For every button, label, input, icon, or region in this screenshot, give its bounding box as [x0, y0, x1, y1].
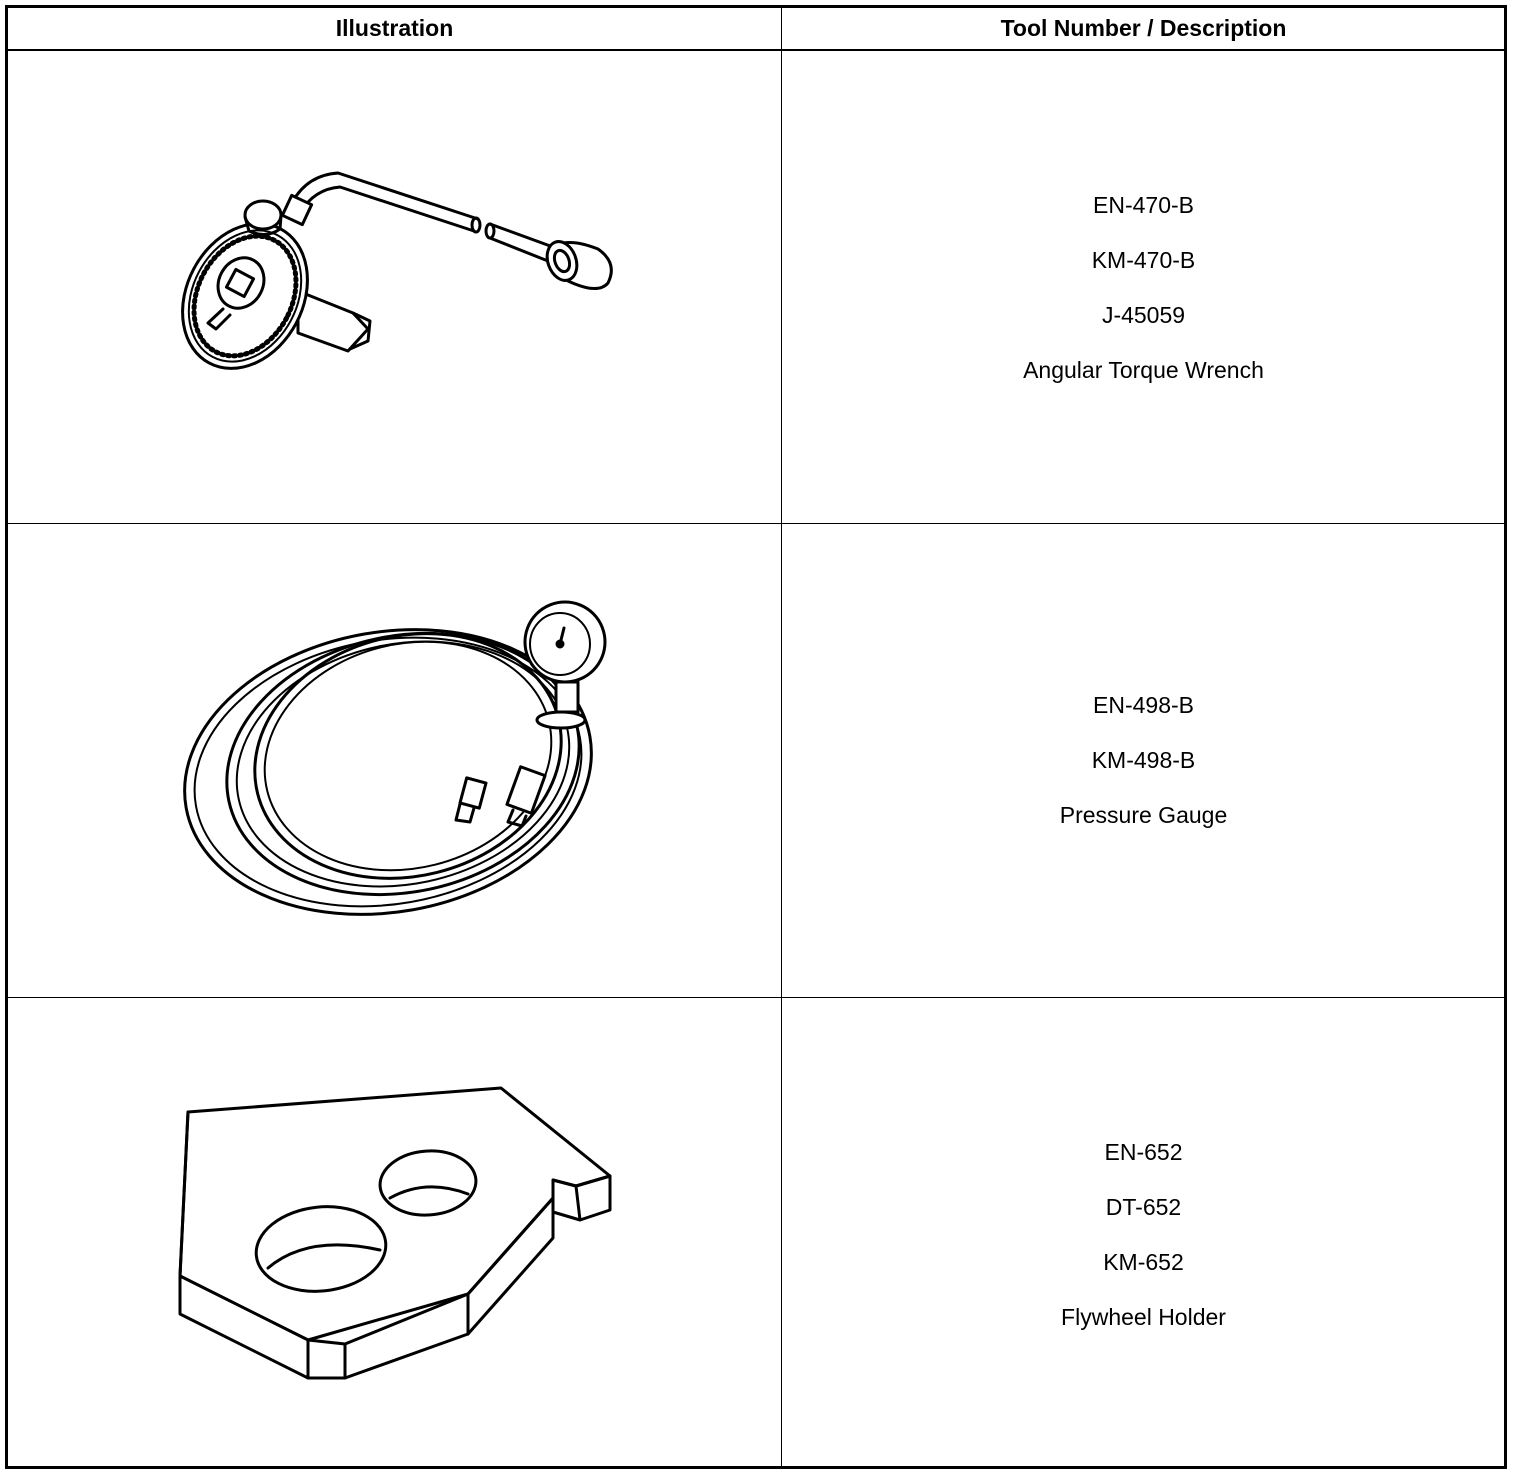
tool-number: KM-470-B — [1091, 246, 1196, 273]
description-cell — [783, 51, 1504, 524]
pressure-gauge-icon — [8, 524, 781, 996]
tool-table — [5, 5, 1507, 1469]
description-cell — [783, 524, 1504, 997]
table-header — [8, 8, 1504, 51]
tool-description: Flywheel Holder — [1061, 1303, 1226, 1330]
header-tool-number-description: Tool Number / Description — [1000, 15, 1287, 41]
table-row — [8, 524, 1504, 997]
tool-description: Angular Torque Wrench — [1023, 356, 1264, 383]
tool-number: KM-498-B — [1091, 747, 1196, 773]
table-row — [8, 51, 1504, 524]
tool-number: EN-498-B — [1093, 692, 1194, 718]
tool-number: EN-470-B — [1093, 191, 1194, 218]
flywheel-holder-icon — [8, 998, 781, 1469]
table-row — [8, 998, 1504, 1471]
tool-number: DT-652 — [1105, 1193, 1182, 1220]
illustration-cell — [8, 998, 781, 1471]
header-illustration: Illustration — [335, 15, 454, 41]
tool-number: J-45059 — [1101, 301, 1186, 328]
illustration-cell — [8, 524, 781, 997]
tool-number: EN-652 — [1104, 1138, 1183, 1165]
angular-torque-wrench-icon — [8, 51, 781, 523]
description-cell — [783, 998, 1504, 1471]
illustration-cell — [8, 51, 781, 524]
tool-number: KM-652 — [1103, 1248, 1184, 1275]
tool-description: Pressure Gauge — [1059, 802, 1228, 828]
